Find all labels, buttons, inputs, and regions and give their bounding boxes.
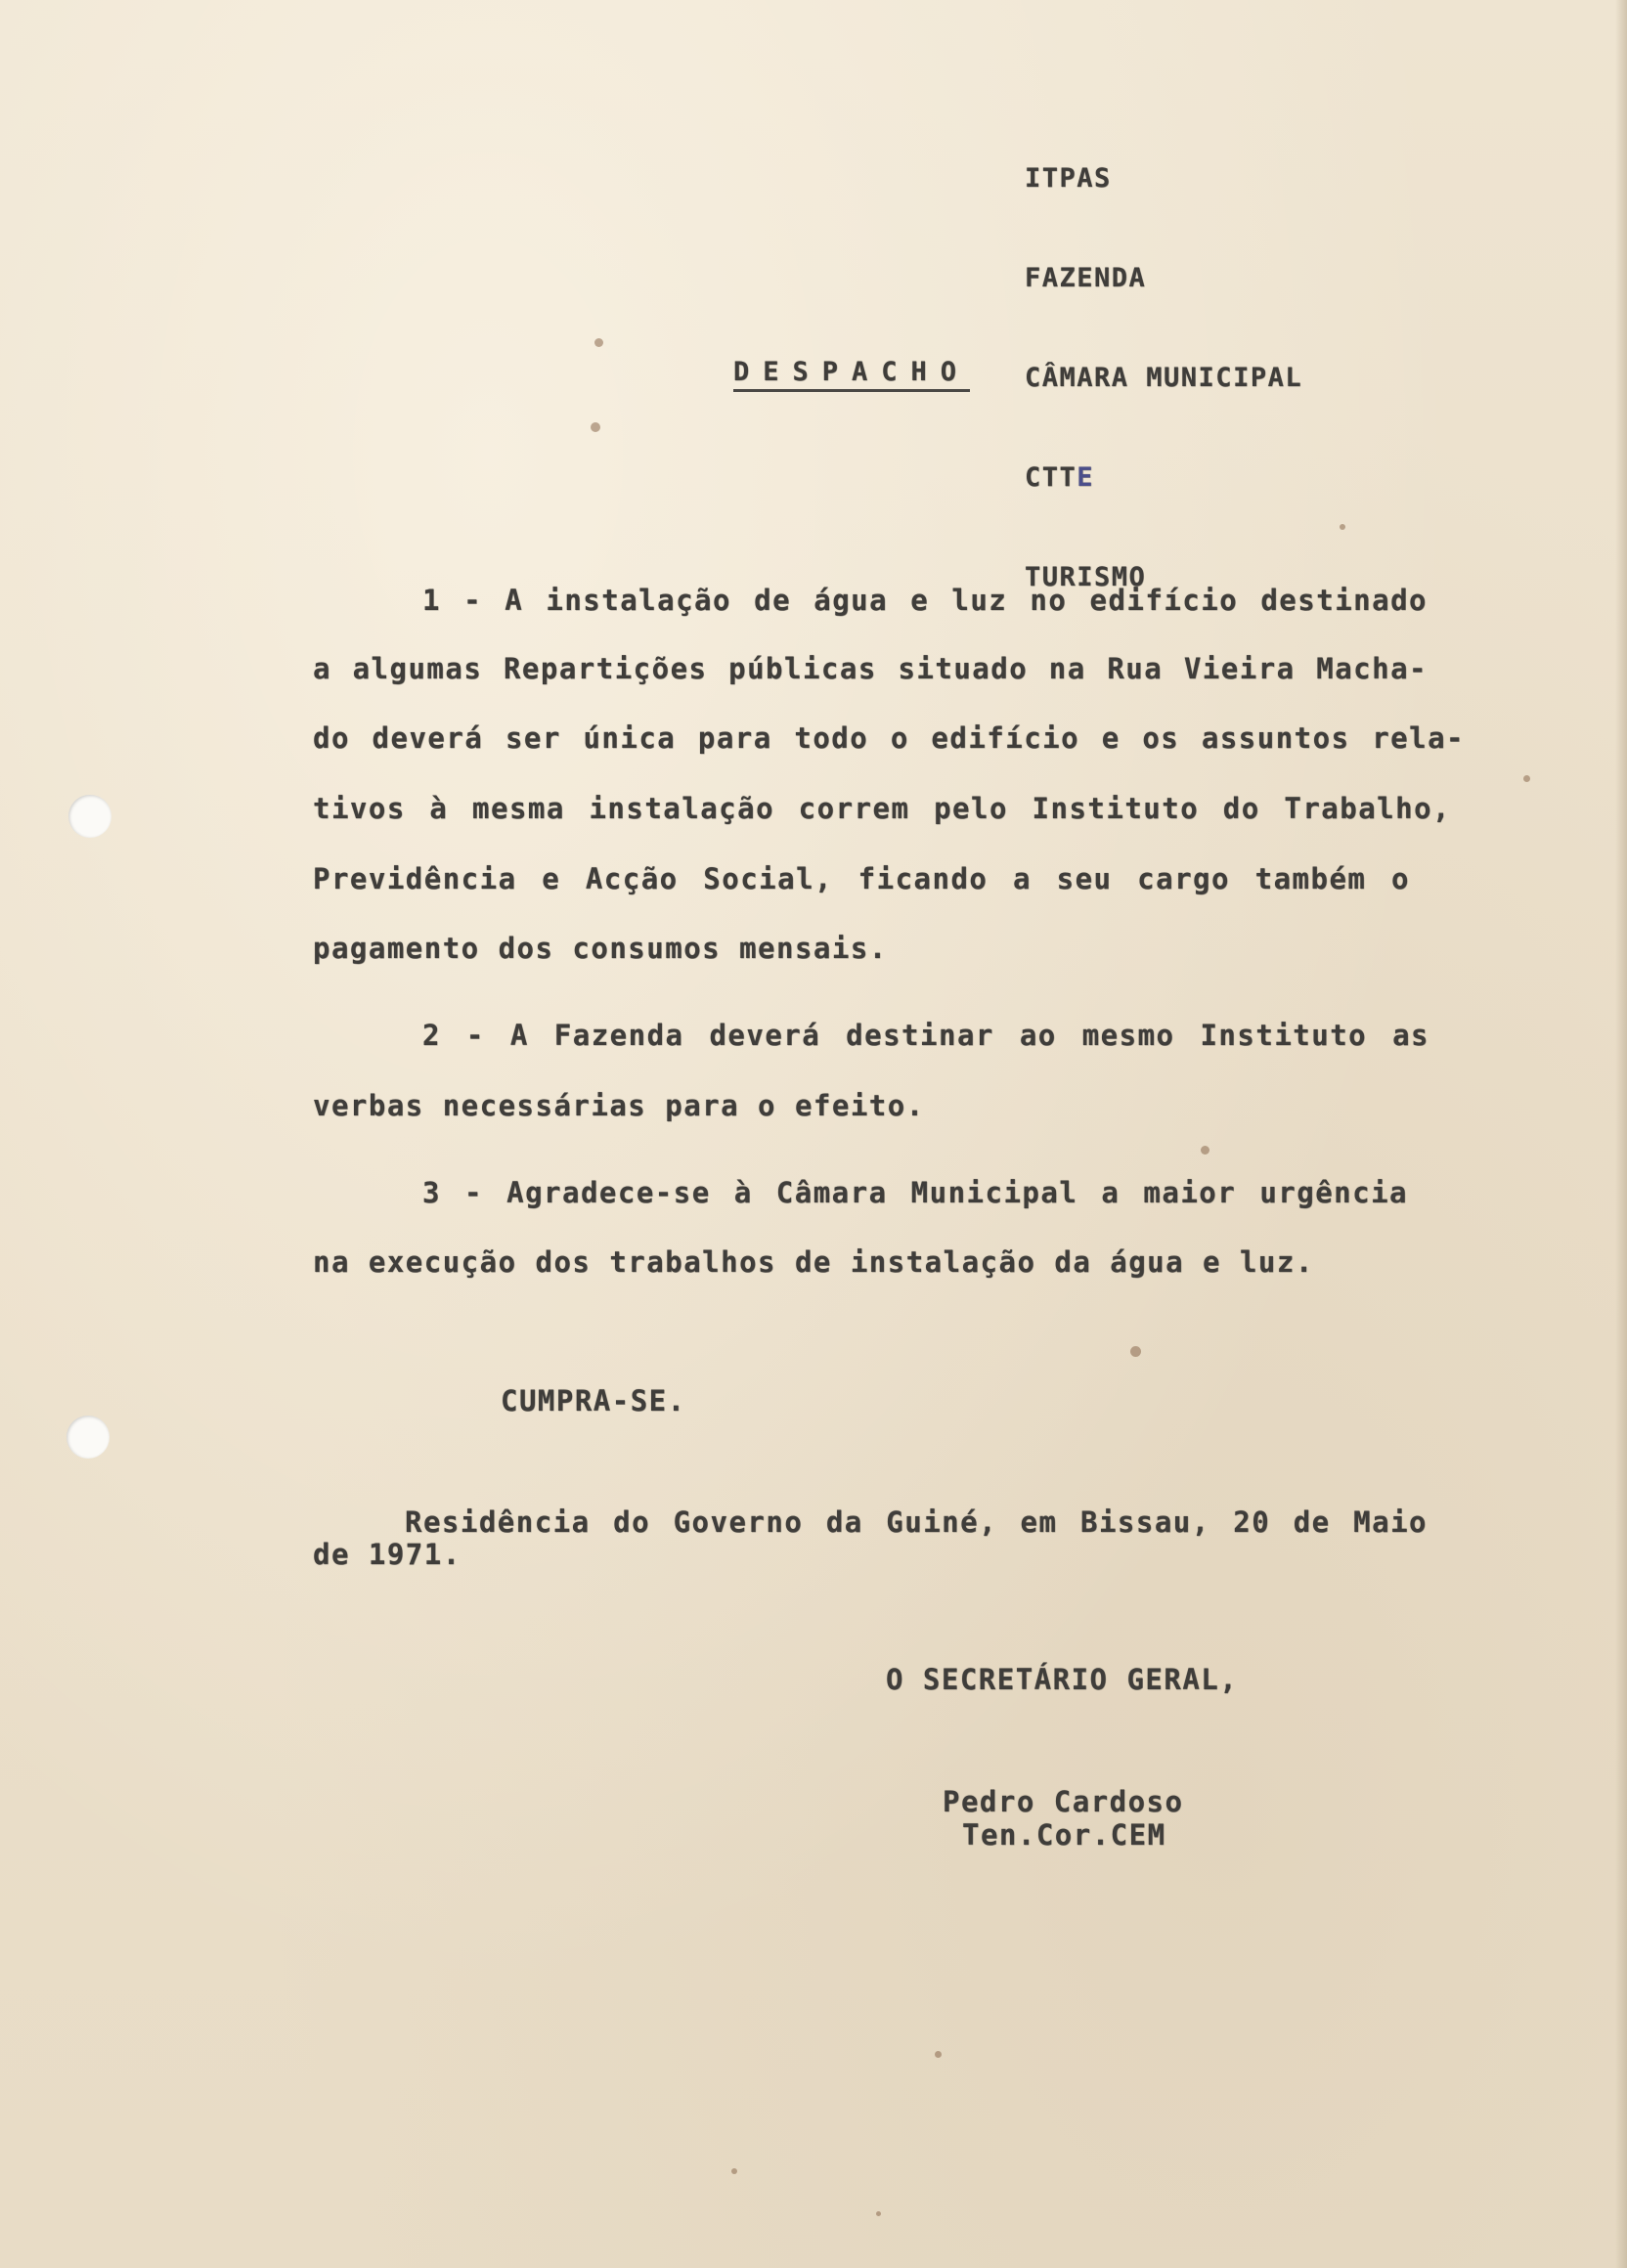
paragraph-1-line: pagamento dos consumos mensais. — [313, 932, 888, 965]
closing-formula: CUMPRA-SE. — [501, 1384, 686, 1418]
punch-hole-lower — [66, 1416, 110, 1459]
place-date-line: Residência do Governo da Guiné, em Bissau, 20 de Maio — [405, 1505, 1428, 1539]
paper-speck — [594, 338, 603, 347]
distribution-item-with-mark — [1025, 461, 1302, 495]
place-date-line: de 1971. — [313, 1538, 462, 1571]
paragraph-1-line: tivos à mesma instalação correm pelo Instituto do Trabalho, — [313, 792, 1451, 825]
signatory-role: O SECRETÁRIO GERAL, — [886, 1663, 1239, 1696]
signatory-rank: Ten.Cor.CEM — [962, 1818, 1166, 1852]
signatory-name: Pedro Cardoso — [943, 1785, 1184, 1818]
handwritten-mark: E — [1077, 462, 1095, 493]
paragraph-2-line: 2 - A Fazenda deverá destinar ao mesmo Instituto as — [422, 1019, 1429, 1052]
punch-hole-upper — [68, 795, 111, 838]
paragraph-3-line: na execução dos trabalhos de instalação da água e luz. — [313, 1245, 1314, 1279]
document-heading: DESPACHO — [733, 357, 970, 392]
paper-speck — [1340, 524, 1345, 530]
distribution-item: TURISMO — [1025, 562, 1147, 592]
paper-speck — [1201, 1146, 1209, 1155]
distribution-list — [1025, 96, 1302, 661]
paragraph-1-line: do deverá ser única para todo o edifício e os assuntos rela- — [313, 721, 1465, 755]
paper-speck — [731, 2168, 737, 2174]
paper-speck — [935, 2051, 942, 2058]
distribution-item: FAZENDA — [1025, 263, 1147, 293]
page-edge-shadow — [1615, 0, 1627, 2268]
distribution-item: ITPAS — [1025, 163, 1112, 194]
paper-speck — [876, 2211, 881, 2216]
paper-speck — [591, 422, 600, 432]
paper-speck — [1523, 775, 1530, 782]
paragraph-3-line: 3 - Agradece-se à Câmara Municipal a maior urgência — [422, 1176, 1408, 1209]
distribution-item: CÂMARA MUNICIPAL — [1025, 363, 1303, 393]
paper-speck — [1130, 1346, 1141, 1357]
distribution-item: CTT — [1025, 462, 1077, 493]
paragraph-1-line: Previdência e Acção Social, ficando a seu cargo também o — [313, 862, 1410, 895]
paragraph-2-line: verbas necessárias para o efeito. — [313, 1089, 925, 1122]
paragraph-1-line: 1 - A instalação de água e luz no edifício destinado — [422, 584, 1428, 617]
paragraph-1-line: a algumas Repartições públicas situado na Rua Vieira Macha- — [313, 652, 1428, 685]
